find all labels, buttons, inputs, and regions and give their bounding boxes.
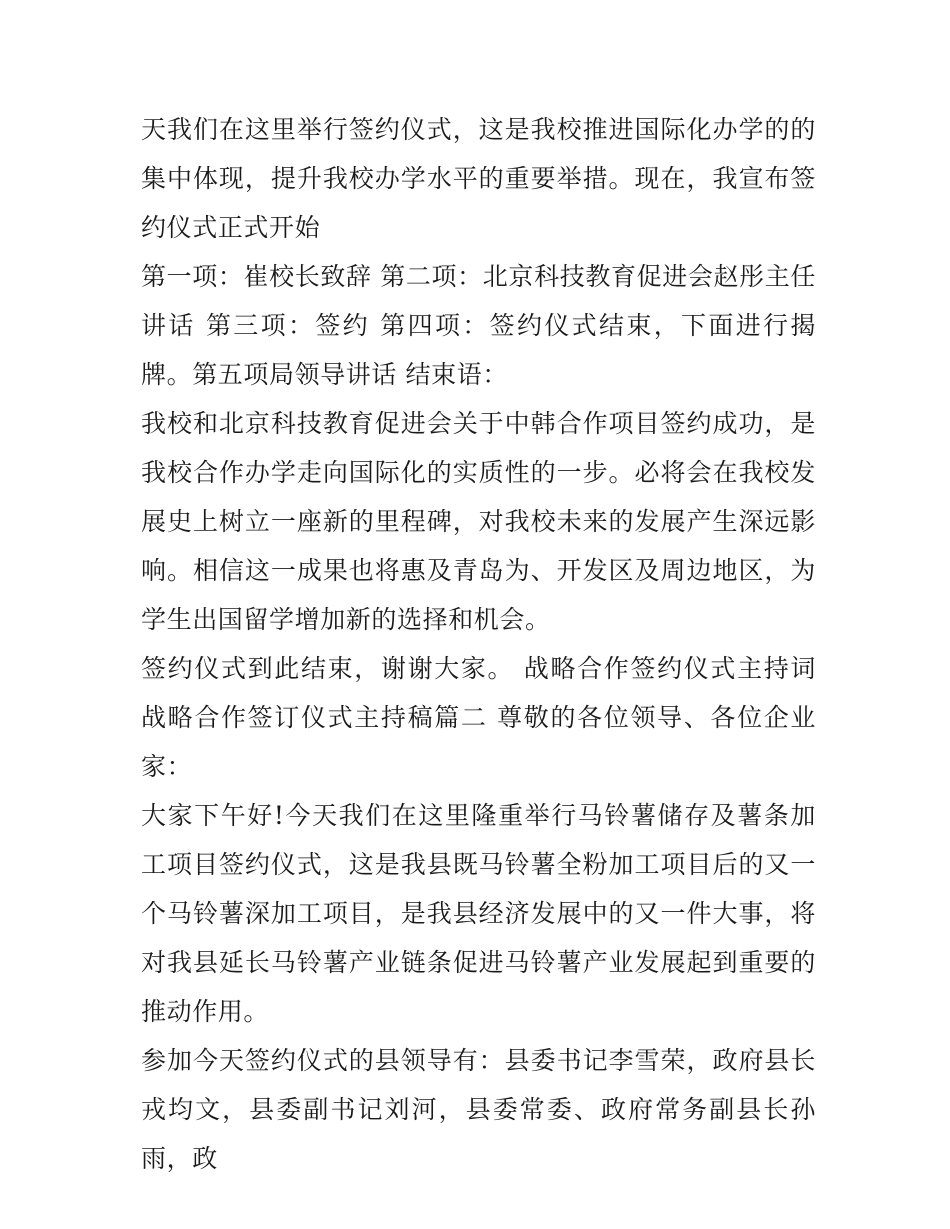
- paragraph-2: 第一项：崔校长致辞 第二项：北京科技教育促进会赵彤主任讲话 第三项：签约 第四项：签约仪式结束，下面进行揭牌。第五项局领导讲话 结束语：: [141, 262, 816, 389]
- paragraph-3: 我校和北京科技教育促进会关于中韩合作项目签约成功，是我校合作办学走向国际化的实质性的一步。必将会在我校发展史上树立一座新的里程碑，对我校未来的发展产生深远影响。相信这一成果也将惠及青岛为、开发区及周边地区，为学生出国留学增加新的选择和机会。: [141, 409, 816, 634]
- paragraph-5: 大家下午好!今天我们在这里隆重举行马铃薯储存及薯条加工项目签约仪式，这是我县既马铃薯全粉加工项目后的又一个马铃薯深加工项目，是我县经济发展中的又一件大事，将对我县延长马铃薯产业链条促进马铃薯产业发展起到重要的推动作用。: [141, 801, 816, 1026]
- paragraph-6: 参加今天签约仪式的县领导有：县委书记李雪荣，政府县长戎均文，县委副书记刘河，县委常委、政府常务副县长孙雨，政: [141, 1046, 816, 1173]
- paragraph-4: 签约仪式到此结束，谢谢大家。 战略合作签约仪式主持词 战略合作签订仪式主持稿篇二 尊敬的各位领导、各位企业家：: [141, 654, 816, 781]
- paragraph-1: 天我们在这里举行签约仪式，这是我校推进国际化办学的的集中体现，提升我校办学水平的重要举措。现在，我宣布签约仪式正式开始: [141, 115, 816, 242]
- document-body: [141, 105, 816, 1183]
